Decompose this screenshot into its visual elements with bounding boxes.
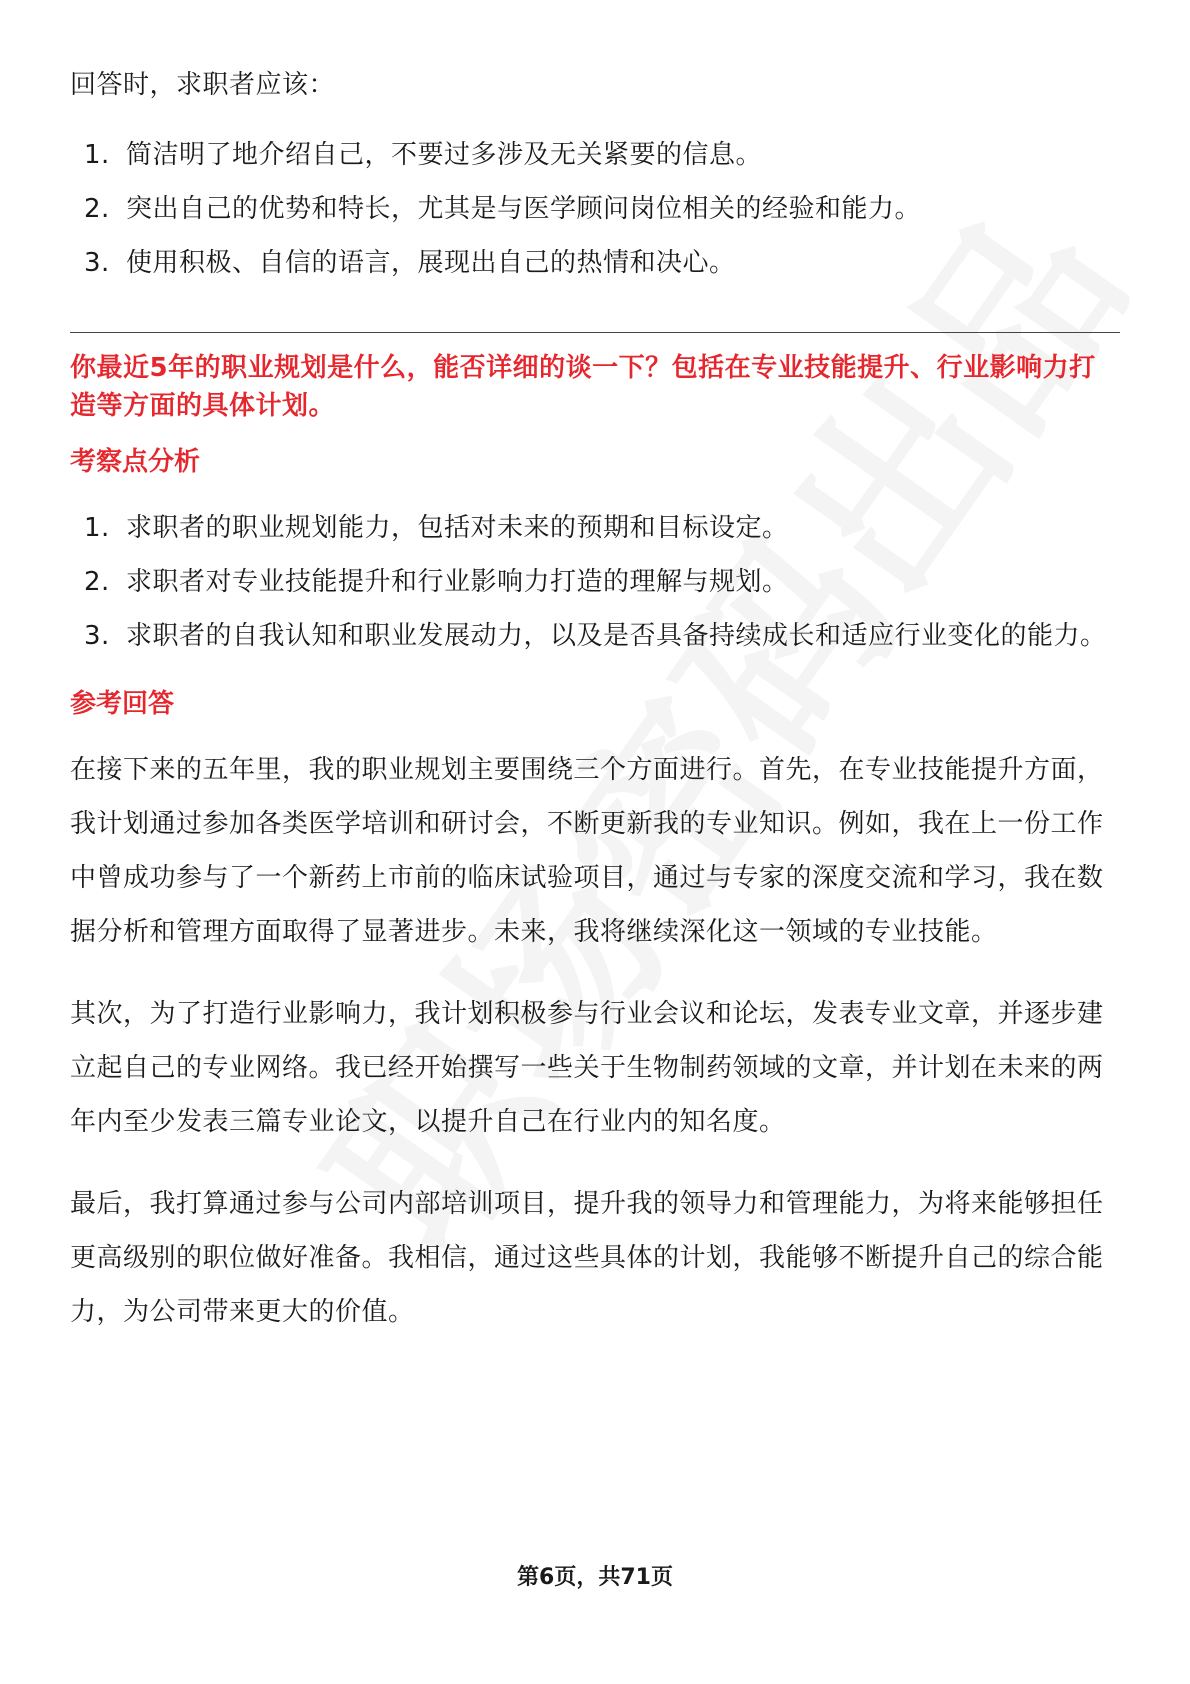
page-footer: 第6页，共71页 [517, 1565, 673, 1590]
page-content [70, 58, 1120, 1367]
list-item [70, 182, 1120, 236]
section-divider [70, 332, 1120, 333]
list-item-text: 求职者对专业技能提升和行业影响力打造的理解与规划。 [126, 567, 789, 597]
list-item-text: 求职者的自我认知和职业发展动力，以及是否具备持续成长和适应行业变化的能力。 [126, 621, 1107, 651]
answer-heading: 参考回答 [70, 689, 175, 719]
list-item-text: 简洁明了地介绍自己，不要过多涉及无关紧要的信息。 [126, 140, 763, 170]
list-item-text: 求职者的职业规划能力，包括对未来的预期和目标设定。 [126, 513, 789, 543]
answer-paragraph: 在接下来的五年里，我的职业规划主要围绕三个方面进行。首先，在专业技能提升方面，我计划通过参加各类医学培训和研讨会，不断更新我的专业知识。例如，我在上一份工作中曾成功参与了一个新药上市前的临床试验项目，通过与专家的深度交流和学习，我在数据分析和管理方面取得了显著进步。未来，我将继续深化这一领域的专业技能。 [70, 755, 1104, 947]
answer-paragraph: 最后，我打算通过参与公司内部培训项目，提升我的领导力和管理能力，为将来能够担任更高级别的职位做好准备。我相信，通过这些具体的计划，我能够不断提升自己的综合能力，为公司带来更大的价值。 [70, 1189, 1104, 1327]
list-item [70, 236, 1120, 290]
intro-list [70, 128, 1120, 290]
list-item [70, 609, 1120, 663]
list-item [70, 128, 1120, 182]
list-number: 3. [84, 248, 110, 278]
list-number: 2. [84, 567, 110, 597]
list-item-text: 使用积极、自信的语言，展现出自己的热情和决心。 [126, 248, 736, 278]
list-number: 3. [84, 621, 110, 651]
list-number: 1. [84, 140, 110, 170]
intro-text: 回答时，求职者应该： [70, 70, 336, 100]
list-item [70, 555, 1120, 609]
analysis-heading: 考察点分析 [70, 447, 201, 477]
list-number: 2. [84, 194, 110, 224]
question-title: 你最近5年的职业规划是什么，能否详细的谈一下？包括在专业技能提升、行业影响力打造等方面的具体计划。 [70, 353, 1096, 421]
answer-paragraph: 其次，为了打造行业影响力，我计划积极参与行业会议和论坛，发表专业文章，并逐步建立起自己的专业网络。我已经开始撰写一些关于生物制药领域的文章，并计划在未来的两年内至少发表三篇专业论文，以提升自己在行业内的知名度。 [70, 999, 1104, 1137]
answer-body [70, 743, 1120, 1339]
list-number: 1. [84, 513, 110, 543]
list-item [70, 501, 1120, 555]
analysis-list [70, 501, 1120, 663]
list-item-text: 突出自己的优势和特长，尤其是与医学顾问岗位相关的经验和能力。 [126, 194, 922, 224]
